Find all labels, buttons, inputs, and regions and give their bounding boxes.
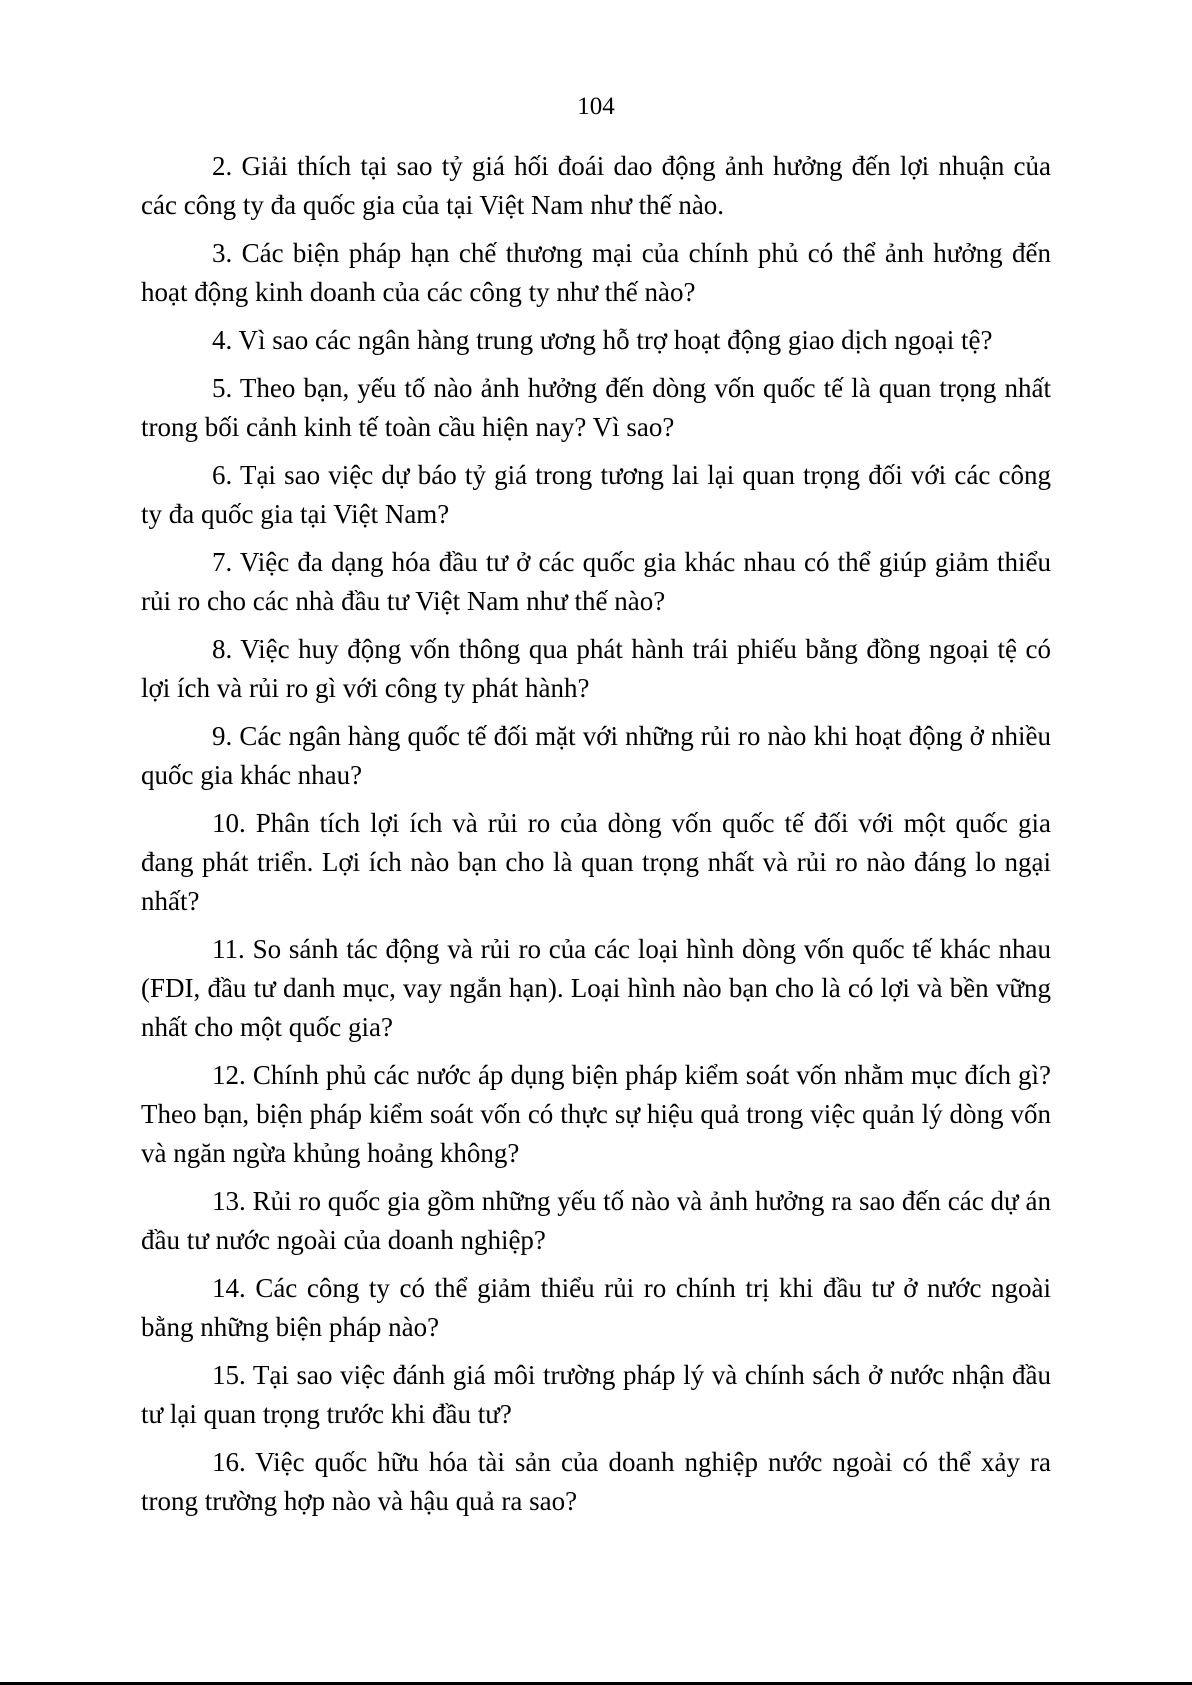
- question-2: 2. Giải thích tại sao tỷ giá hối đoái dao động ảnh hưởng đến lợi nhuận của các công ty đa quốc gia của tại Việt Nam như thế nào.: [141, 151, 1051, 220]
- question-14: 14. Các công ty có thể giảm thiểu rủi ro chính trị khi đầu tư ở nước ngoài bằng những biện pháp nào?: [141, 1273, 1051, 1342]
- question-12: 12. Chính phủ các nước áp dụng biện pháp kiểm soát vốn nhằm mục đích gì? Theo bạn, biện pháp kiểm soát vốn có thực sự hiệu quả trong việc quản lý dòng vốn và ngăn ngừa khủng hoảng không?: [141, 1060, 1051, 1168]
- question-8: 8. Việc huy động vốn thông qua phát hành trái phiếu bằng đồng ngoại tệ có lợi ích và rủi ro gì với công ty phát hành?: [141, 634, 1051, 703]
- question-16: 16. Việc quốc hữu hóa tài sản của doanh nghiệp nước ngoài có thể xảy ra trong trường hợp nào và hậu quả ra sao?: [141, 1447, 1051, 1516]
- question-7: 7. Việc đa dạng hóa đầu tư ở các quốc gia khác nhau có thể giúp giảm thiểu rủi ro cho các nhà đầu tư Việt Nam như thế nào?: [141, 547, 1051, 616]
- question-3: 3. Các biện pháp hạn chế thương mại của chính phủ có thể ảnh hưởng đến hoạt động kinh doanh của các công ty như thế nào?: [141, 238, 1051, 307]
- question-4: 4. Vì sao các ngân hàng trung ương hỗ trợ hoạt động giao dịch ngoại tệ?: [212, 325, 993, 355]
- question-10: 10. Phân tích lợi ích và rủi ro của dòng vốn quốc tế đối với một quốc gia đang phát triển. Lợi ích nào bạn cho là quan trọng nhất và rủi ro nào đáng lo ngại nhất?: [141, 808, 1051, 916]
- question-13: 13. Rủi ro quốc gia gồm những yếu tố nào và ảnh hưởng ra sao đến các dự án đầu tư nước ngoài của doanh nghiệp?: [141, 1186, 1051, 1255]
- question-6: 6. Tại sao việc dự báo tỷ giá trong tương lai lại quan trọng đối với các công ty đa quốc gia tại Việt Nam?: [141, 460, 1051, 529]
- question-9: 9. Các ngân hàng quốc tế đối mặt với những rủi ro nào khi hoạt động ở nhiều quốc gia khác nhau?: [141, 721, 1051, 790]
- question-list: [141, 147, 1051, 1530]
- question-11: 11. So sánh tác động và rủi ro của các loại hình dòng vốn quốc tế khác nhau (FDI, đầu tư danh mục, vay ngắn hạn). Loại hình nào bạn cho là có lợi và bền vững nhất cho một quốc gia?: [141, 934, 1051, 1042]
- question-5: 5. Theo bạn, yếu tố nào ảnh hưởng đến dòng vốn quốc tế là quan trọng nhất trong bối cảnh kinh tế toàn cầu hiện nay? Vì sao?: [141, 373, 1051, 442]
- page-number: 104: [577, 93, 615, 120]
- question-15: 15. Tại sao việc đánh giá môi trường pháp lý và chính sách ở nước nhận đầu tư lại quan trọng trước khi đầu tư?: [141, 1360, 1051, 1429]
